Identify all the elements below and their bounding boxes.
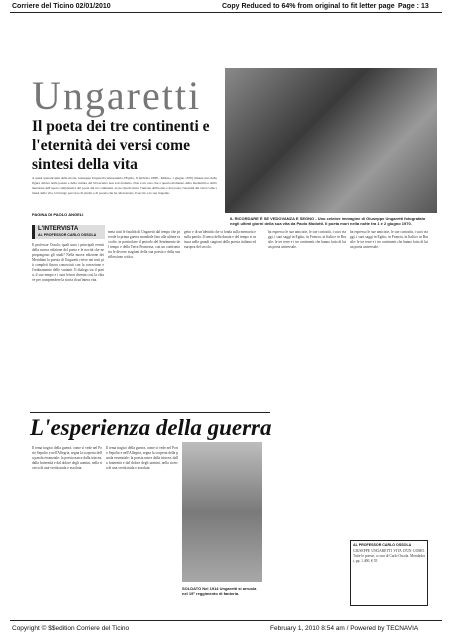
- copyright: Copyright © $$edition Corriere del Ticino: [12, 625, 130, 632]
- footer-rule: [10, 620, 442, 621]
- column-mid: meta tutti le finalità di Ungaretti dal tempo che precede la prima guerra mondiale fino alle ultime raccolte, in particolare il periodo del Sentimento del tempo e della Terra Promessa, con un confronto tra le diverse stagioni della sua poesia e della sua riflessione critica.: [108, 230, 180, 259]
- interview-label-block: [32, 225, 105, 239]
- soldier-caption: SOLDATO Nel 1914 Ungaretti si arruola nel 19° reggimento di fanteria.: [182, 586, 257, 596]
- article-headline: Il poeta dei tre continenti e l'eternità dei versi come sintesi della vita: [32, 118, 210, 173]
- copy-note: Copy Reduced to 64% from original to fit letter page: [222, 3, 395, 10]
- paper-name: Corriere del Ticino 02/01/2010: [12, 3, 111, 10]
- main-photo: [225, 68, 437, 213]
- footer-date: February 1, 2010 8:54 am / Powered by TECNAVIA: [270, 625, 419, 632]
- column-right: getto e di un'identità che si fonda sulla memoria e sulla parola. Il senso della durata e del tempo si misura nelle grandi stagioni della poesia italiana ed europea del secolo.: [184, 230, 256, 249]
- section-rule: [30, 412, 270, 413]
- book-box: [350, 540, 428, 606]
- column-right-3: ha espresso le sue amicizie, le sue curiosità, i suoi viaggi, i suoi saggi in Egitto, in Francia, in Italia e in Brasile: le tre terre e i tre continenti che hanno fatto di lui un poeta universale.: [350, 230, 428, 249]
- main-photo-caption: IL RICORDARE È SE VEDOVANZA E SEGNO - Uno celebre immagine di Giuseppe Ungaretti fotografato negli ultimi giorni della sua vita da Paolo Modotti. Il poeta morì nella notte tra 1 e 2 giugno 1970.: [230, 216, 426, 226]
- book-box-heading: AL PROFESSOR CARLO OSSOLA: [353, 543, 412, 547]
- page-number: Page : 13: [398, 3, 429, 10]
- section-heading: L'esperienza della guerra: [30, 415, 272, 440]
- section-text: Il tema tragico della guerra, come si vede nel Porto Sepolto e nell'Allegria, segna la scoperta della parola essenziale: la poesia nasce dalla trincea, dalla fraternità e dal dolore degli uomini, nella ricerca di una verità nuda e assoluta.: [32, 446, 102, 470]
- top-band: [30, 24, 424, 60]
- interview-name: AL PROFESSOR CARLO OSSOLA: [38, 233, 97, 237]
- article-title: Ungaretti: [32, 73, 202, 118]
- article-intro: A quasi quarant'anni dalla morte, Giuseppe Ungaretti (Alessandria d'Egitto, 8 febbraio 1888 - Milano, 1 giugno 1970) rimane uno delle figure chiave della poesia e della cultura del Novecento non solo italiano. Non è un caso che a questo momento della modernità e dell'emersione dell'opera complessiva del poeta dei tre continenti, se ne riparli tanto: l'unione dell'uomo e del poeta, l'eternità dei versi come sintesi della vita. Un lungo percorso di studio e di poesia che ha attraversato il secolo e le sue tragedie.: [32, 176, 217, 195]
- header-rule: [10, 12, 442, 13]
- byline: PAGINA DI PAOLO ANGELI: [32, 212, 84, 217]
- column-left: Il professor Ossola, quali sono i principali eventi della nuova edizione del poeta e le novità che ne propongono gli studi? Nella nuova edizione dei Meridiani la poesia di Ungaretti rivive nei testi più completi finora conosciuti con la correzione e l'ordinamento delle varianti. Il dialogo tra il poeta, il suo tempo e i suoi lettori diventa così la chiave per comprendere la storia di un'intera vita.: [32, 243, 104, 282]
- column-right-2: ha espresso le sue amicizie, le sue curiosità, i suoi viaggi, i suoi saggi in Egitto, in Francia, in Italia e in Brasile: le tre terre e i tre continenti che hanno fatto di lui un poeta universale.: [268, 230, 346, 249]
- interview-label: L'INTERVISTA: [38, 226, 79, 232]
- book-box-text: GIUSEPPE UNGARETTI VITA D'UN UOMO. Tutte le poesie, a cura di Carlo Ossola. Mondadori, pp. 1.400, € 55: [353, 549, 425, 563]
- soldier-photo: [182, 442, 262, 582]
- section-text-2: Il tema tragico della guerra, come si vede nel Porto Sepolto e nell'Allegria, segna la scoperta della parola essenziale: la poesia nasce dalla trincea, dalla fraternità e dal dolore degli uomini, nella ricerca di una verità nuda e assoluta.: [106, 446, 178, 470]
